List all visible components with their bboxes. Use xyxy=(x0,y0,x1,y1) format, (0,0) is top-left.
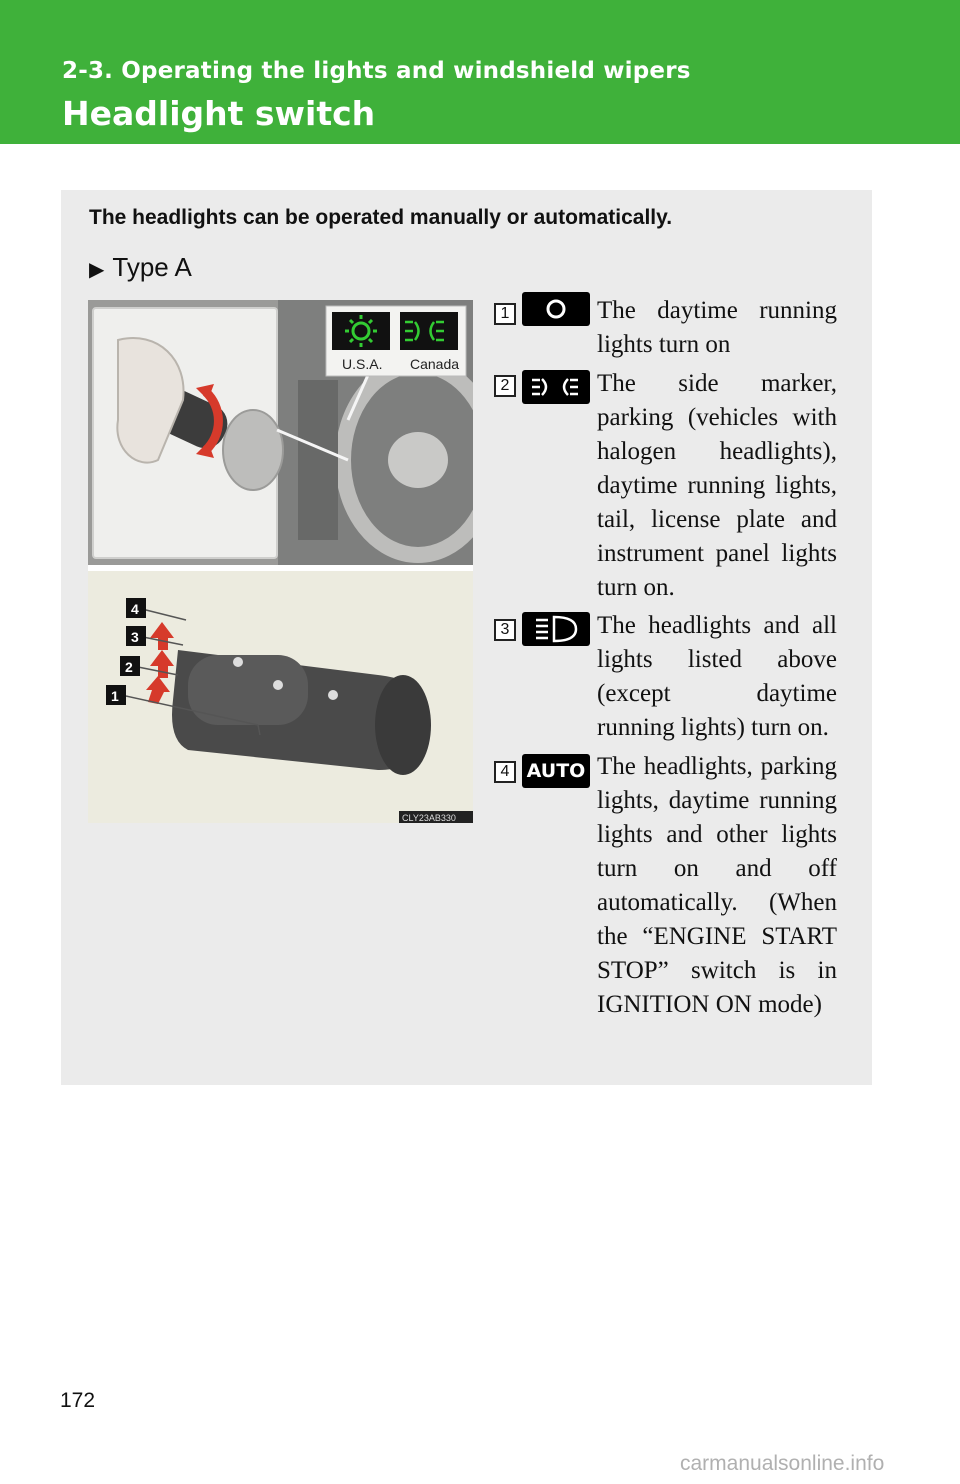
item-description-3: The headlights and all lights listed above (except daytime running lights) turn on. xyxy=(597,612,837,741)
parking-lights-icon xyxy=(522,370,590,404)
intro-text: The headlights can be operated manually or automatically. xyxy=(89,206,673,229)
item-number-4: 4 xyxy=(494,761,516,783)
headlight-icon xyxy=(522,612,590,646)
item-description-2: The side marker, parking (vehicles with halogen headlights), daytime running lights, tail, license plate and instrument panel lights turn on. xyxy=(597,370,837,601)
item-description-1: The daytime running lights turn on xyxy=(597,297,837,358)
label-canada: Canada xyxy=(410,356,460,372)
type-label-text: Type A xyxy=(112,252,192,282)
triangle-bullet-icon: ▶ xyxy=(89,259,105,281)
callout-3: 3 xyxy=(131,629,139,645)
type-label xyxy=(89,252,192,283)
circle-off-icon xyxy=(522,292,590,326)
page-title: Headlight switch xyxy=(62,94,376,133)
auto-icon xyxy=(522,754,590,788)
header-bar xyxy=(0,0,960,144)
item-description-4: The headlights, parking lights, daytime running lights and other lights turn on and off automatically. (When the “ENGINE START STOP” switch is in IGNITION ON mode) xyxy=(597,753,837,1018)
watermark: carmanualsonline.info xyxy=(680,1452,885,1475)
callout-2: 2 xyxy=(125,659,133,675)
callout-1: 1 xyxy=(111,688,119,704)
item-number-2: 2 xyxy=(494,375,516,397)
auto-icon-label: AUTO xyxy=(526,760,586,782)
illustration-code: CLY23AB330 xyxy=(402,813,456,823)
callout-4: 4 xyxy=(131,601,139,617)
section-title: 2-3. Operating the lights and windshield wipers xyxy=(62,58,691,84)
item-number-1: 1 xyxy=(494,303,516,325)
label-usa: U.S.A. xyxy=(342,356,383,372)
headlight-switch-illustration xyxy=(88,300,473,823)
page-number: 172 xyxy=(60,1389,96,1412)
item-number-3: 3 xyxy=(494,619,516,641)
